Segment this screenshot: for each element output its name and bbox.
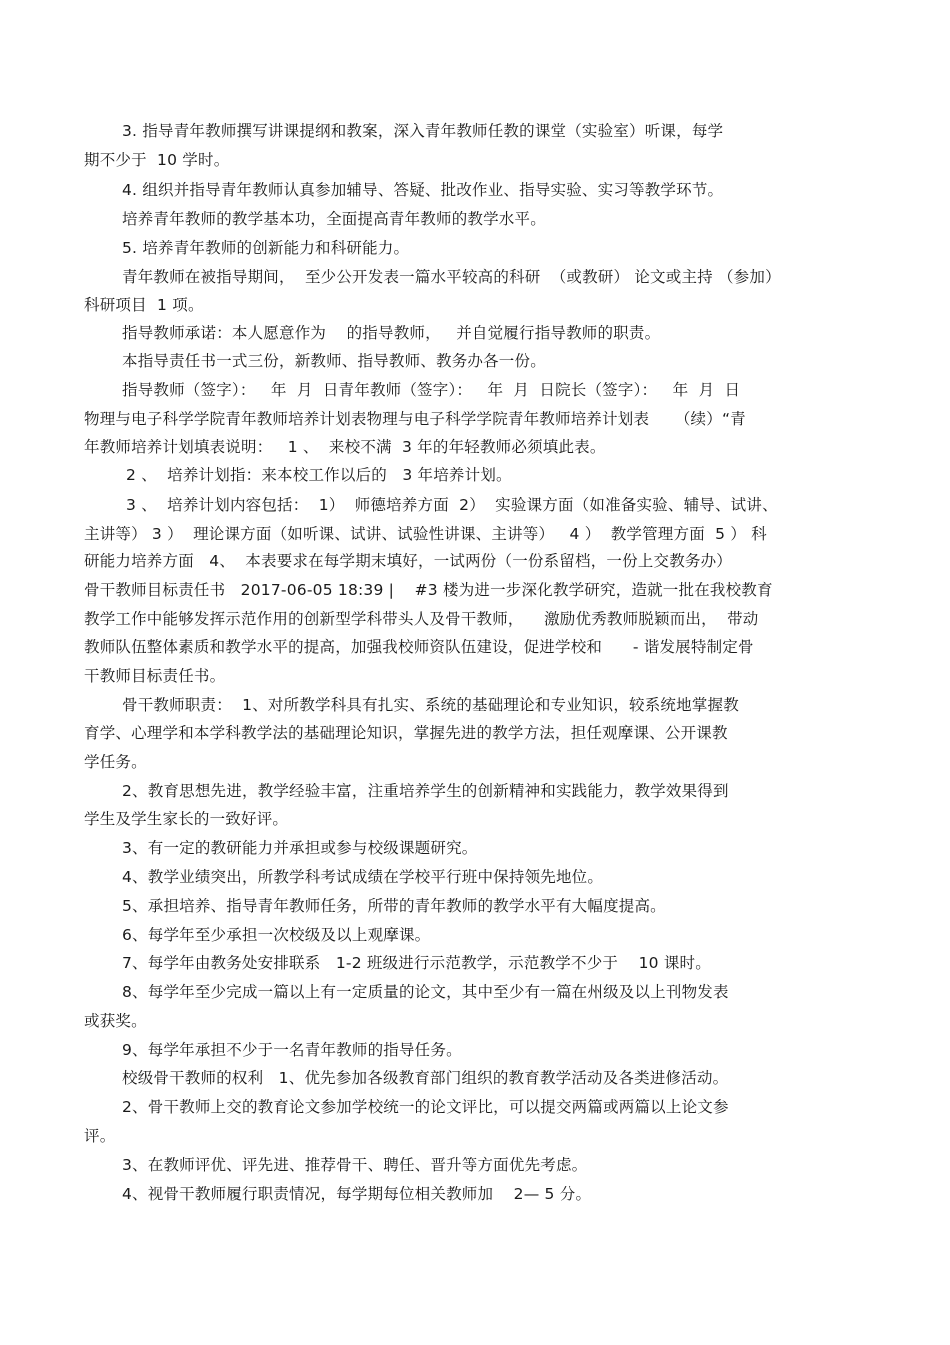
text-line: 物理与电子科学学院青年教师培养计划表物理与电子科学学院青年教师培养计划表 （续）“青 [84, 410, 746, 428]
text-line: 指导教师（签字）： 年 月 日青年教师（签字）： 年 月 日院长（签字）： 年 月 日 [122, 381, 741, 399]
text-line: 3、有一定的教研能力并承担或参与校级课题研究。 [122, 839, 478, 857]
text-line: 评。 [84, 1127, 116, 1145]
text-line: 学任务。 [84, 753, 147, 771]
text-line: 5、承担培养、指导青年教师任务，所带的青年教师的教学水平有大幅度提高。 [122, 897, 666, 915]
text-line: 5. 培养青年教师的创新能力和科研能力。 [122, 239, 410, 257]
text-line: 3. 指导青年教师撰写讲课提纲和教案，深入青年教师任教的课堂（实验室）听课，每学 [122, 122, 724, 140]
text-line: 6、每学年至少承担一次校级及以上观摩课。 [122, 926, 431, 944]
text-line: 育学、心理学和本学科教学法的基础理论知识，掌握先进的教学方法，担任观摩课、公开课教 [84, 724, 728, 742]
text-line: 骨干教师目标责任书 2017-06-05 18:39 | #3 楼为进一步深化教学研究，造就一批在我校教育 [84, 581, 773, 599]
text-line: 2、教育思想先进，教学经验丰富，注重培养学生的创新精神和实践能力，教学效果得到 [122, 782, 729, 800]
text-line: 教学工作中能够发挥示范作用的创新型学科带头人及骨干教师， 激励优秀教师脱颖而出， 带动 [84, 610, 759, 628]
text-line: 4. 组织并指导青年教师认真参加辅导、答疑、批改作业、指导实验、实习等教学环节。 [122, 181, 724, 199]
text-line: 主讲等） 3 ） 理论课方面（如听课、试讲、试验性讲课、主讲等） 4 ） 教学管理方面 5 ） 科 [84, 525, 767, 543]
text-line: 研能力培养方面 4、 本表要求在每学期末填好，一试两份（一份系留档，一份上交教务办） [84, 552, 732, 570]
text-line: 指导教师承诺：本人愿意作为 的指导教师， 并自觉履行指导教师的职责。 [122, 324, 661, 342]
text-line: 2、骨干教师上交的教育论文参加学校统一的论文评比，可以提交两篇或两篇以上论文参 [122, 1098, 729, 1116]
text-line: 培养青年教师的教学基本功，全面提高青年教师的教学水平。 [122, 210, 546, 228]
text-line: 年教师培养计划填表说明： 1 、 来校不满 3 年的年轻教师必须填此表。 [84, 438, 606, 456]
text-line: 8、每学年至少完成一篇以上有一定质量的论文，其中至少有一篇在州级及以上刊物发表 [122, 983, 729, 1001]
text-line: 7、每学年由教务处安排联系 1-2 班级进行示范教学，示范教学不少于 10 课时。 [122, 954, 711, 972]
text-line: 4、视骨干教师履行职责情况，每学期每位相关教师加 2— 5 分。 [122, 1185, 592, 1203]
text-line: 3 、 培养计划内容包括： 1） 师德培养方面 2） 实验课方面（如准备实验、辅导、试讲、 [126, 496, 778, 514]
text-line: 4、教学业绩突出，所教学科考试成绩在学校平行班中保持领先地位。 [122, 868, 604, 886]
text-line: 青年教师在被指导期间， 至少公开发表一篇水平较高的科研 （或教研） 论文或主持 （参加） [122, 268, 781, 286]
text-line: 校级骨干教师的权利 1、优先参加各级教育部门组织的教育教学活动及各类进修活动。 [122, 1069, 729, 1087]
text-line: 教师队伍整体素质和教学水平的提高，加强我校师资队伍建设，促进学校和 - 谐发展特制定骨 [84, 638, 754, 656]
text-line: 本指导责任书一式三份，新教师、指导教师、教务办各一份。 [122, 352, 546, 370]
text-line: 3、在教师评优、评先进、推荐骨干、聘任、晋升等方面优先考虑。 [122, 1156, 588, 1174]
text-line: 学生及学生家长的一致好评。 [84, 810, 289, 828]
text-line: 2 、 培养计划指：来本校工作以后的 3 年培养计划。 [126, 466, 512, 484]
text-line: 科研项目 1 项。 [84, 296, 204, 314]
text-line: 9、每学年承担不少于一名青年教师的指导任务。 [122, 1041, 462, 1059]
text-line: 期不少于 10 学时。 [84, 151, 230, 169]
text-line: 或获奖。 [84, 1012, 147, 1030]
text-line: 骨干教师职责： 1、对所教学科具有扎实、系统的基础理论和专业知识，较系统地掌握教 [122, 696, 739, 714]
text-line: 干教师目标责任书。 [84, 667, 226, 685]
